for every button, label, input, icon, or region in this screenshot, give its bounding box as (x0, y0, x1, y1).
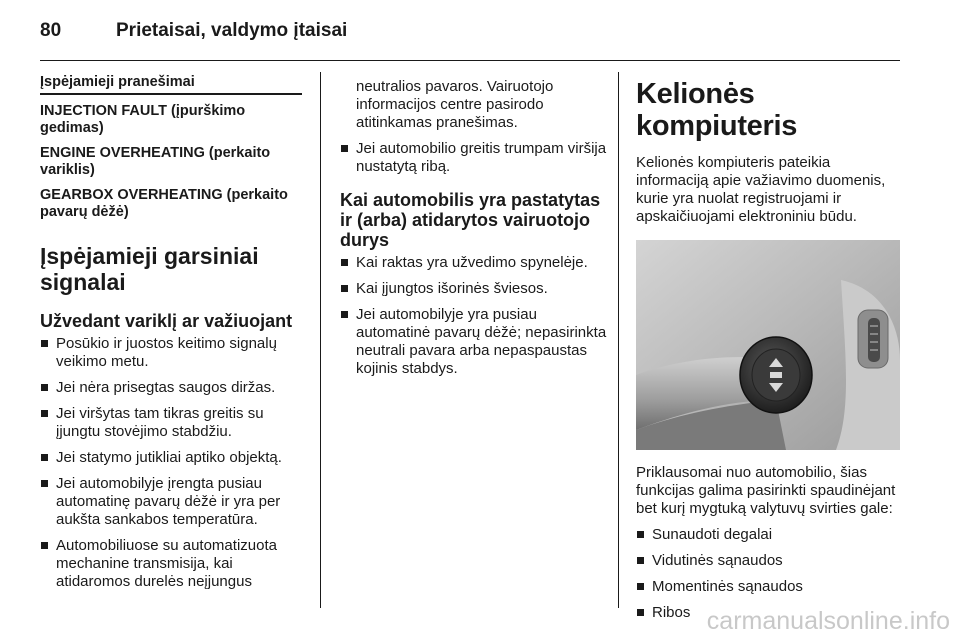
subheading-parked: Kai automobilis yra pastatytas ir (arba) atidarytos vairuotojo durys (340, 190, 601, 250)
list-item: Jei nėra prisegtas saugos diržas. (40, 379, 302, 397)
list-item: Jei automobilyje įrengta pusiau automatinę pavarų dėžė ir yra per aukšta sankabos temperatūra. (40, 475, 302, 529)
list-item: Automobiliuose su automatizuota mechanine transmisija, kai atidaromos durelės neįjungus (40, 537, 302, 591)
list-item: Momentinės sąnaudos (636, 578, 906, 596)
column-1 (40, 74, 302, 599)
column-2 (340, 78, 608, 386)
warning-message: ENGINE OVERHEATING (perkaito variklis) (40, 145, 271, 178)
chime-list-continued (340, 140, 608, 176)
list-item: Ribos (636, 604, 906, 622)
list-item: Posūkio ir juostos keitimo signalų veikimo metu. (40, 335, 302, 371)
wiper-stalk-photo (636, 240, 900, 450)
trip-computer-instructions: Priklausomai nuo automobilio, šias funkcijas galima pasirinkti spaudinėjant bet kurį mygtuką valytuvų svirties gale: (636, 464, 896, 517)
list-item: Vidutinės sąnaudos (636, 552, 906, 570)
list-item: Jei statymo jutikliai aptiko objektą. (40, 449, 302, 467)
list-item: Kai raktas yra užvedimo spynelėje. (340, 254, 608, 272)
list-item: Jei automobilyje yra pusiau automatinė pavarų dėžė; nepasirinkta neutrali pavara arba nepaspaustas kojinis stabdys. (340, 306, 608, 378)
page-number: 80 (40, 20, 62, 41)
warning-messages-title: Įspėjamieji pranešimai (40, 74, 302, 95)
list-item: Kai įjungtos išorinės šviesos. (340, 280, 608, 298)
column-3 (636, 78, 906, 630)
list-item: Jei automobilio greitis trumpam viršija nustatytą ribą. (340, 140, 608, 176)
page-title: Prietaisai, valdymo įtaisai (116, 20, 348, 41)
warning-message: GEARBOX OVERHEATING (perkaito pavarų dėžė) (40, 187, 288, 220)
list-item: Sunaudoti degalai (636, 526, 906, 544)
column-divider-2 (618, 72, 619, 608)
list-item-continuation: neutralios pavaros. Vairuotojo informacijos centre pasirodo atitinkamas pranešimas. (356, 78, 554, 131)
trip-computer-intro: Kelionės kompiuteris pateikia informaciją apie važiavimo duomenis, kurie yra nuolat registruojami ir apskaičiuojami elektroniniu būdu. (636, 154, 886, 225)
subheading-starting: Užvedant variklį ar važiuojant (40, 311, 293, 331)
section-heading-trip-computer: Kelionės kompiuteris (636, 78, 798, 142)
header-rule (40, 60, 900, 61)
section-heading-chimes: Įspėjamieji garsiniai signalai (40, 243, 259, 295)
column-divider-1 (320, 72, 321, 608)
parked-chime-list (340, 254, 608, 378)
list-item: Jei viršytas tam tikras greitis su įjungtu stovėjimo stabdžiu. (40, 405, 302, 441)
warning-message: INJECTION FAULT (įpurškimo gedimas) (40, 103, 246, 136)
watermark: carmanualsonline.info (706, 607, 950, 635)
chime-list (40, 335, 302, 591)
